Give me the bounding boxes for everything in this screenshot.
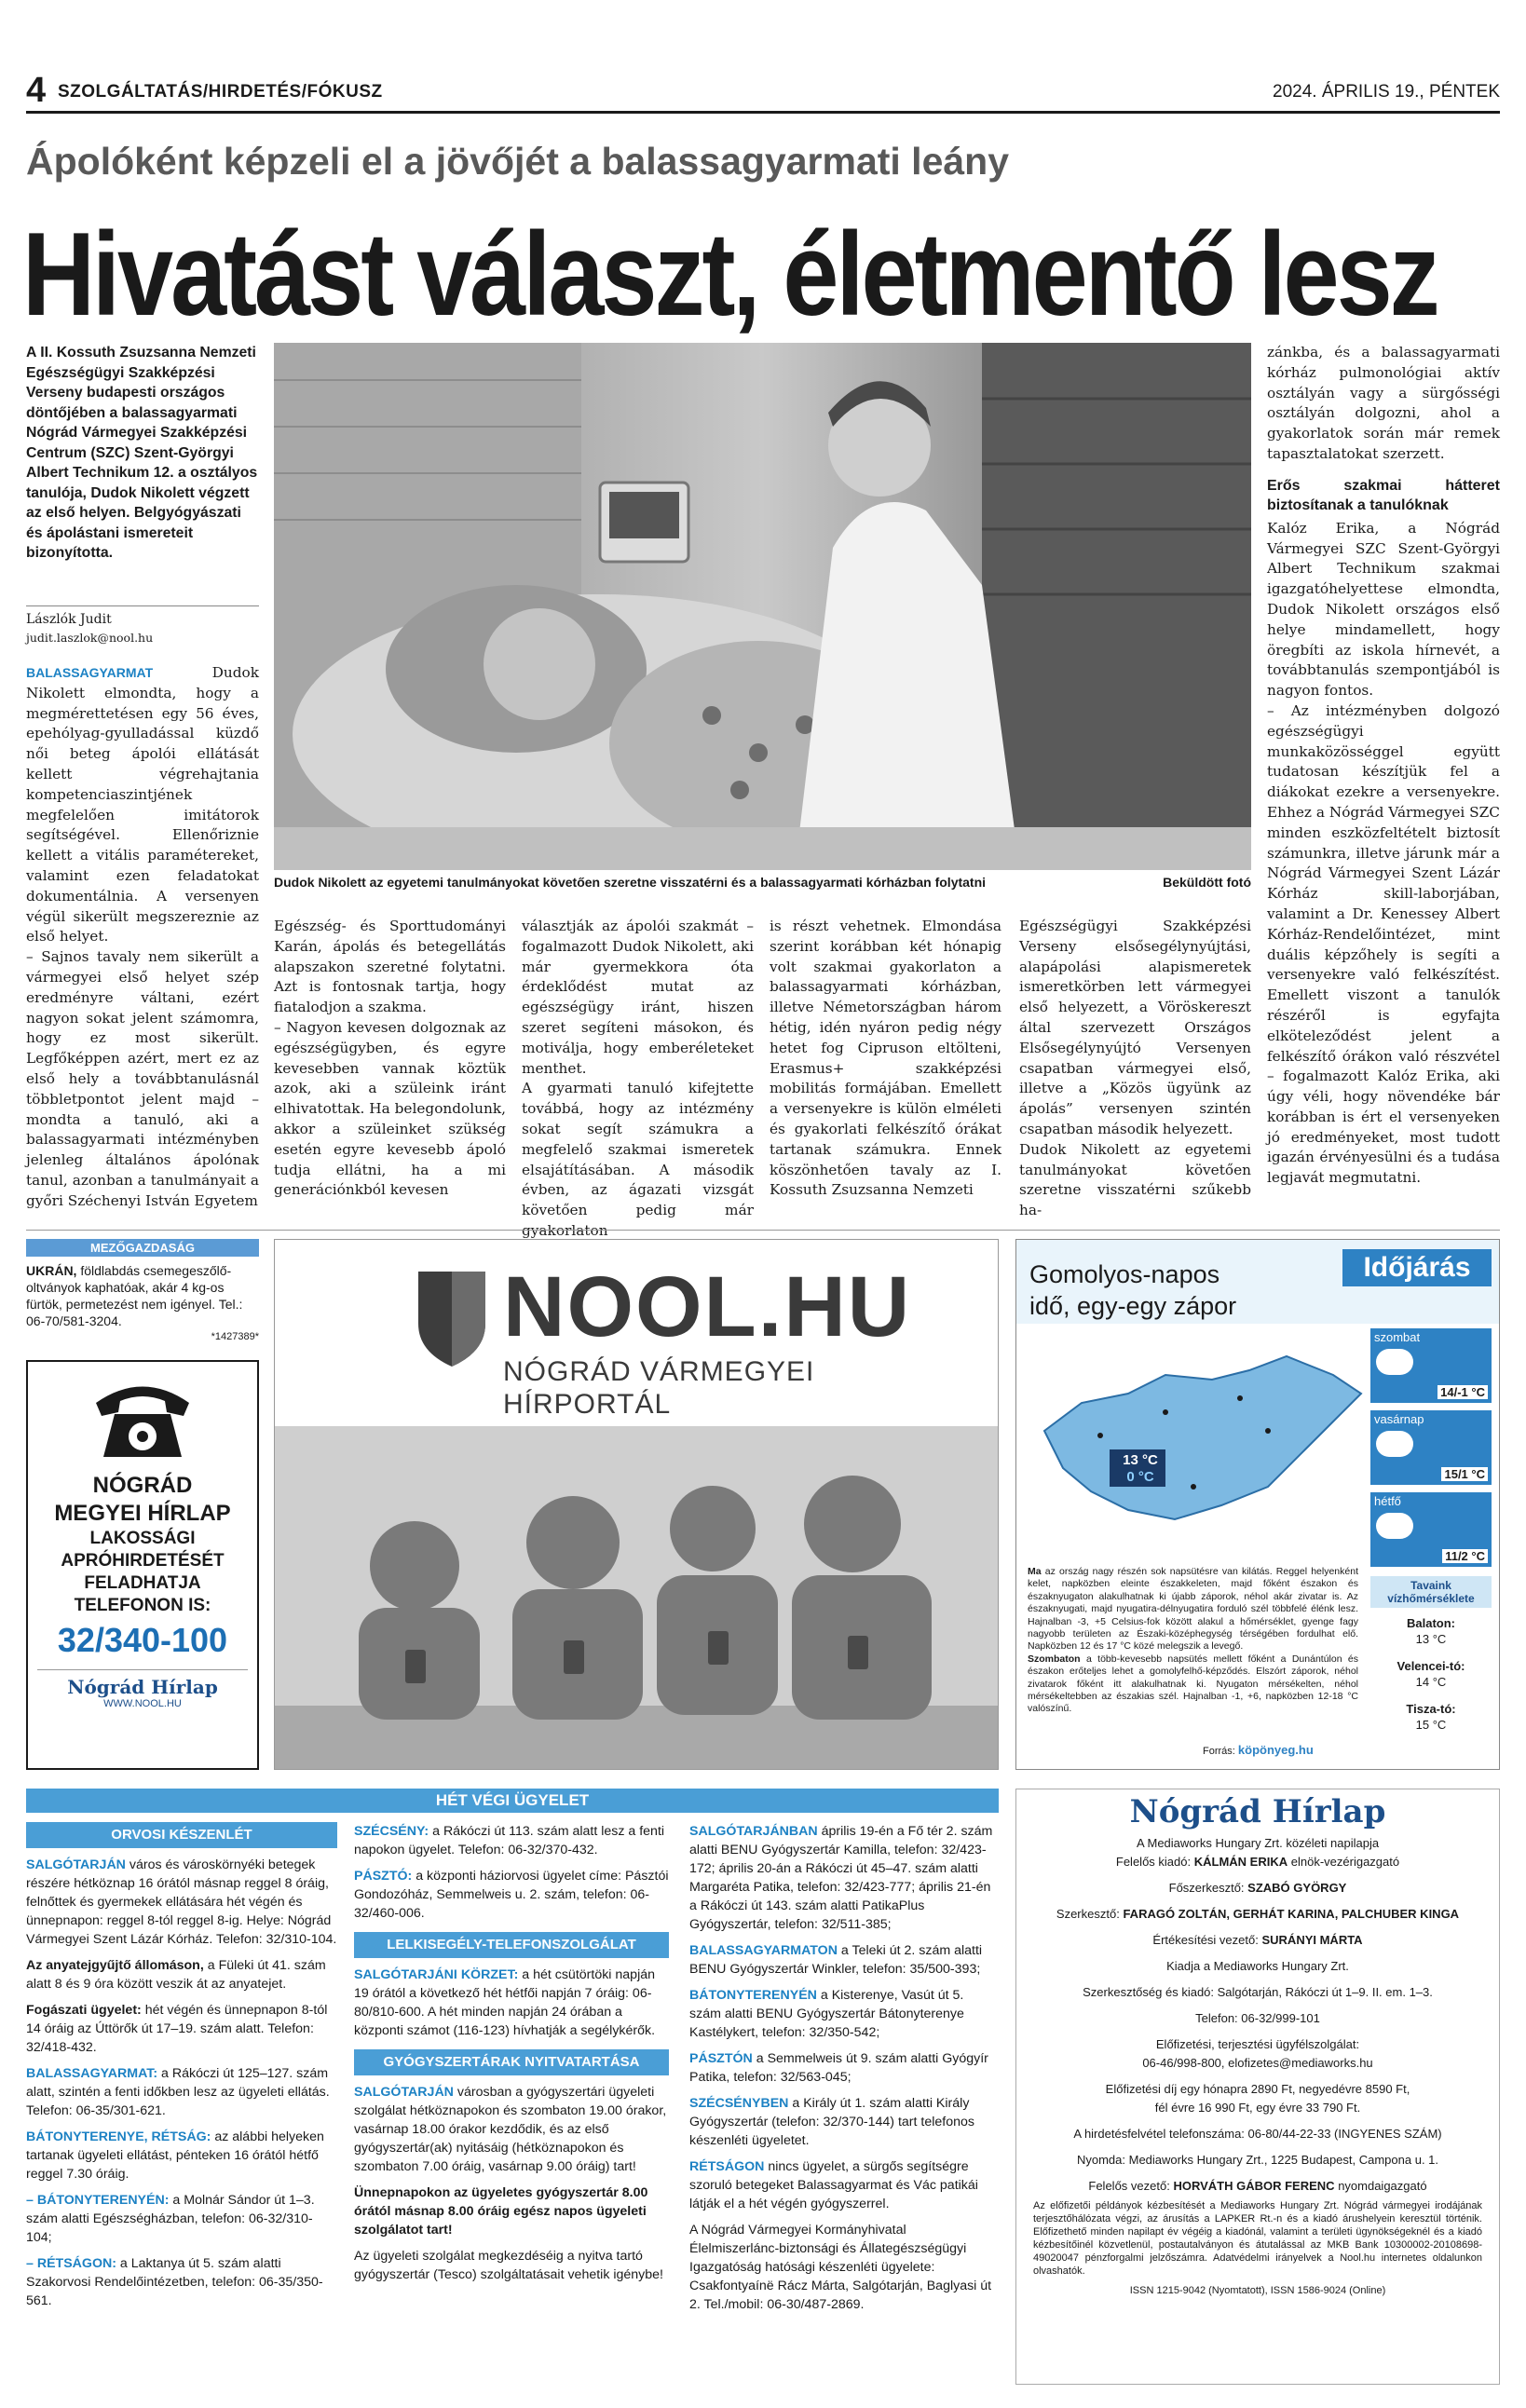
duty-text: április 19-én a Fő tér 2. szám alatti BENU Gyógyszertár Kamilla, telefon: 32/423-172; április 20-án a Rákóczi út 45–47. szám alatti Margaréta Patika, telefon: 32/423-777; április 21-én a Rákóczi út 143. szám alatti PatikaPlus Gyógyszertár, telefon: 32/511-385;: [689, 1824, 993, 1932]
place-label: BÁTONYTERENYÉN: [689, 1988, 817, 2003]
article-photo: [274, 343, 1251, 870]
weather-text2-keyword: Szombaton: [1028, 1653, 1081, 1665]
duty-subtitle: Az anyatejgyűjtő állomáson,: [26, 1958, 204, 1973]
phone-ad-line3: LAKOSSÁGI: [89, 1529, 196, 1548]
col1-text: Dudok Nikolett elmondta, hogy a megmérettetésen egy 56 éves, epehólyag-gyulladással küzdő női beteg ápolói ellátását kellett végrehajtania kompetenciaszintjének megfelelően imitátorok segítségével. Ellenőriznie kellett a vitális paramétereket, valamint ezen feladatokat dokumentálnia. A versenyen végül sikerült megszereznie az első helyet.: [26, 664, 259, 946]
forecast-day: [1370, 1410, 1492, 1485]
article-headline: Hivatást választ, életmentő lesz: [22, 207, 1437, 341]
weather-source: [1203, 1743, 1314, 1757]
duty-text: a Füleki út 41. szám alatt 8 és 9 óra között veszik át az anyatejet.: [26, 1958, 326, 1992]
imprint-line: [1016, 1905, 1499, 1924]
duty-text: a Kisterenye, Vasút út 5. szám alatti BENU Gyógyszertár Bátonyterenye Kastélykert, telefon: 32/350-542;: [689, 1988, 964, 2040]
weather-text-body: az ország nagy részén sok napsütésre van kilátás. Reggel helyenként kelet, napközben eleinte északkeleten, majd főként északon és északnyugaton alakulhatnak ki újabb záporok, néhol akár zivatar is. Az északnyugati, majd nyugatira-délnyugatira forduló szél többfelé élénk lesz. Hajnalban -3, +5 Celsius-fok között alakul a hőmérséklet, gyenge fagy nagyobb területen az Északi-középhegység térségében fordulhat elő. Napközben 12 és 17 °C közé melegszik a levegő.: [1028, 1566, 1358, 1653]
duty-text: nincs ügyelet, a sürgős segítségre szoruló betegeket Balassagyarmat és Vác patikái látják el a hét végén gyógyszerrel.: [689, 2159, 978, 2211]
phone-ad-url[interactable]: WWW.NOOL.HU: [103, 1698, 182, 1709]
forecast-day: [1370, 1492, 1492, 1567]
classified-code: *1427389*: [211, 1331, 259, 1342]
imprint-line: fél évre 16 990 Ft, egy évre 33 790 Ft.: [1154, 2101, 1361, 2115]
article-column-1: [26, 663, 259, 1212]
place-label: SZÉCSÉNY:: [354, 1824, 429, 1839]
forecast-temp: 15/1 °C: [1441, 1467, 1488, 1481]
article-kicker: Ápolóként képzeli el a jövőjét a balassagyarmati leány: [26, 140, 1010, 183]
forecast-day-name: szombat: [1374, 1330, 1421, 1344]
classified-text: földlabdás csemegeszőlő-oltványok kaphatóak, akár 4 kg-os fürtök, permetezést nem igényel. Tel.: 06-70/581-3204.: [26, 1263, 243, 1328]
place-label: SALGÓTARJÁNBAN: [689, 1824, 818, 1839]
phone-ad-line2: MEGYEI HÍRLAP: [54, 1501, 231, 1526]
imprint-box: [1015, 1789, 1500, 2385]
col3-text: választják az ápolói szakmát – fogalmazott Dudok Nikolett, aki már gyermekkora óta érdeklődést mutat az egészségügy iránt, hiszen szeret segíteni másokon, és motiválja, hogy emberéleteket menthet.: [522, 918, 754, 1077]
duty-text: a hét csütörtöki napján 19 órától a következő hét hétfői napján 7 óráig: 06-80/810-600. A hét minden napján 24 órában a központi számot (116-123) hívhatják a segélykérők.: [354, 1967, 656, 2038]
imprint-line: [1016, 1931, 1499, 1950]
imprint-value: SZABÓ GYÖRGY: [1247, 1881, 1347, 1895]
col3-text-b: A gyarmati tanuló kifejtette továbbá, hogy az intézmény sokat segít számukra a megfelelő szakmai ismeretek elsajátításában. A második évben, az ágazati vizsgát követően pedig már gyakorlaton: [522, 1080, 754, 1239]
nool-line1: NÓGRÁD VÁRMEGYEI: [503, 1356, 815, 1387]
place-label: SALGÓTARJÁN: [354, 2085, 454, 2100]
forecast-day: [1370, 1328, 1492, 1403]
imprint-line: Előfizetési díj egy hónapra 2890 Ft, negyedévre 8590 Ft,: [1105, 2082, 1410, 2096]
duty-text: Ünnepnapokon az ügyeletes gyógyszertár 8.00 órától másnap 8.00 óráig egész napos ügyeleti szolgálatot tart!: [354, 2185, 648, 2238]
weather-text-keyword: Ma: [1028, 1566, 1042, 1577]
imprint-line: [1016, 1879, 1499, 1898]
lake-name: Velencei-tó:: [1397, 1659, 1465, 1673]
col5-text-b: Dudok Nikolett az egyetemi tanulmányokat követően szeretne visszatérni szűkebb ha-: [1019, 1140, 1251, 1219]
cloud-rain-icon: [1376, 1513, 1413, 1539]
imprint-small-print: Az előfizetői példányok kézbesítését a Mediaworks Hungary Zrt. Nógrád vármegyei irodájának terjesztőhálózata végzi, az árusítás a LAPKER Rt.-n és a kiadó árushelyein keresztül történik. Előfizethető minden napilapt év végéig a kiadónál, valamint a területi ügynökségeknél és a kiadó kézbesítőinél közvetlenül, postautalványon és átutalással az MKB Bank 10300002-20108698-49020047 pénzforgalmi jelzőszámra. Adatvédelmi irányelvek a Nool.hu internetes oldalunkon olvashatók.: [1033, 2200, 1482, 2277]
lake-name: Tisza-tó:: [1406, 1702, 1456, 1716]
imprint-label: Felelős kiadó:: [1115, 1855, 1192, 1869]
lakes-list: [1370, 1615, 1492, 1733]
col2-text: Egészség- és Sporttudományi Karán, ápolás és betegellátás alapszakon szeretné folytatni. Azt is fontosnak tartja, hogy fiatalodjon a szakma.: [274, 918, 506, 1016]
imprint-value: SURÁNYI MÁRTA: [1261, 1933, 1363, 1947]
page-number: 4: [26, 71, 47, 110]
lake-temp: 13 °C: [1415, 1632, 1447, 1646]
duty-text: a Rákóczi út 113. szám alatt lesz a fenti napokon ügyelet. Telefon: 06-32/370-432.: [354, 1824, 665, 1857]
ad-separator: [26, 1230, 1500, 1231]
place-label: BÁTONYTERENYE, RÉTSÁG:: [26, 2129, 211, 2144]
article-column-2: [274, 917, 506, 1201]
col4-text: is részt vehetnek. Elmondása szerint korábban két hónapig volt szakmai gyakorlaton a balassagyarmati kórházban, illetve Németországban három hétig, idén nyáron pedig négy hetet fog Cipruson eltölteni, Erasmus+ szakképzési mobilitás formájában. Emellett a versenyekre is külön elméleti és gyakorlati felkészítő órákat tartanak számukra. Ennek köszönhetően tavaly az I. Kossuth Zsuzsanna Nemzeti: [770, 918, 1001, 1199]
place-label: SALGÓTARJÁNI KÖRZET:: [354, 1967, 519, 1982]
today-min: 0 °C: [1126, 1469, 1154, 1485]
place-label: SALGÓTARJÁN: [26, 1857, 126, 1872]
imprint-line: 06-46/998-800, elofizetes@mediaworks.hu: [1142, 2056, 1373, 2070]
forecast-day-name: vasárnap: [1374, 1412, 1424, 1426]
classified-category: MEZŐGAZDASÁG: [26, 1239, 259, 1257]
imprint-line: [1016, 2177, 1499, 2196]
section-label: SZOLGÁLTATÁS/HIRDETÉS/FÓKUSZ: [58, 82, 383, 102]
imprint-issn: ISSN 1215-9042 (Nyomtatott), ISSN 1586-9024 (Online): [1129, 2285, 1386, 2296]
forecast-temp: 11/2 °C: [1442, 1549, 1488, 1563]
imprint-line: Kiadja a Mediaworks Hungary Zrt.: [1166, 1959, 1349, 1973]
article-subhead: Erős szakmai hátteret biztosítanak a tanulóknak: [1267, 477, 1500, 513]
forecast-list: [1370, 1328, 1492, 1733]
cloud-rain-icon: [1376, 1349, 1413, 1375]
place-label: – RÉTSÁGON:: [26, 2256, 116, 2271]
colR-text: zánkba, és a balassagyarmati kórház pulmonológiai aktív osztályán vagy a sürgősségi osztályán dolgozni, ahol a gyakorlatok során már remek tapasztalatokat szerzett.: [1267, 344, 1500, 462]
nool-brand: NOOL.HU: [503, 1259, 912, 1354]
telephone-icon: [28, 1375, 257, 1464]
imprint-value: KÁLMÁN ERIKA: [1193, 1855, 1288, 1869]
author-name: Lászlók Judit: [26, 612, 112, 627]
col1-text-b: – Sajnos tavaly nem sikerült a vármegyei első helyet szép eredményre váltani, ezért nagyon sokat jelent számomra, hogy ez most sikerült. Legfőképpen azért, mert ez az első hely a továbbtanulásnál többletpontot jelent majd – mondta a tanuló, aki a balassagyarmati intézményben jelenleg általános ápolónak tanul, azonban a tanulmányait a győri Széchenyi István Egyetem: [26, 948, 259, 1209]
duty-text: a központi háziorvosi ügyelet címe: Pásztói Gondozóház, Semmelweis u. 2. szám, telefon: 06-32/460-006.: [354, 1869, 669, 1921]
article-column-right: [1267, 343, 1500, 1189]
place-label: PÁSZTÓ:: [354, 1869, 413, 1884]
imprint-value: FARAGÓ ZOLTÁN, GERHÁT KARINA, PALCHUBER KINGA: [1123, 1907, 1460, 1921]
imprint-label: elnök-vezérigazgató: [1290, 1855, 1400, 1869]
author-email[interactable]: judit.laszlok@nool.hu: [26, 631, 154, 645]
cloud-rain-icon: [1376, 1431, 1413, 1457]
duty-column-2: [354, 1822, 669, 2292]
medical-duty-title: ORVOSI KÉSZENLÉT: [26, 1822, 337, 1848]
nool-line2: HÍRPORTÁL: [503, 1389, 672, 1420]
duty-text: A Nógrád Vármegyei Kormányhivatal Élelmiszerlánc-biztonsági és Állategészségügyi Igazgatóság hatósági készenléti ügyelete: Csakfontyaínë Rácz Márta, Salgótarján, Baglyasi út 2. Tel./mobil: 06-30/487-2869.: [689, 2223, 992, 2312]
helpline-title: LELKISEGÉLY-TELEFONSZOLGÁLAT: [354, 1932, 669, 1958]
duty-text: város és városkörnyéki betegek részére hétköznap 16 órától másnap reggel 8 óráig, felnőttek és gyermekek ellátására hét végén és ünnepnapon: reggel 8-tól reggel 8-ig. Helye: Nógrád Vármegyei Szent Lázár Kórház. Telefon: 32/310-104.: [26, 1857, 337, 1947]
weekend-duty-bar: HÉT VÉGI ÜGYELET: [26, 1789, 999, 1813]
page-header: [26, 73, 1500, 114]
phone-ad-line4: APRÓHIRDETÉSÉT: [61, 1551, 225, 1571]
phone-ad-brand: Nógrád Hírlap: [67, 1676, 218, 1698]
imprint-label: Felelős vezető:: [1088, 2179, 1170, 2193]
weather-headline-1: Gomolyos-napos: [1029, 1260, 1220, 1288]
imprint-line: [1016, 1853, 1499, 1871]
article-column-5: [1019, 917, 1251, 1221]
place-label: BALASSAGYARMAT:: [26, 2066, 158, 2081]
photo-caption: [274, 873, 1251, 891]
imprint-logo: Nógrád Hírlap: [1129, 1793, 1386, 1830]
weather-map: [1026, 1347, 1370, 1533]
duty-text: a Laktanya út 5. szám alatti Szakorvosi Rendelőintézetben, telefon: 06-35/350-561.: [26, 2256, 323, 2308]
duty-subtitle: Fogászati ügyelet:: [26, 2003, 142, 2018]
lakes-title: Tavaink vízhőmérséklete: [1370, 1576, 1492, 1608]
lake-name: Balaton:: [1407, 1616, 1455, 1630]
phone-ad-line6: TELEFONON IS:: [74, 1596, 211, 1615]
lake-temp: 14 °C: [1415, 1675, 1447, 1689]
phone-ad-line5: FELADHATJA: [84, 1573, 201, 1593]
imprint-line: Előfizetési, terjesztési ügyfélszolgálat:: [1155, 2037, 1360, 2051]
duty-column-3: [689, 1822, 999, 2321]
phone-ad-number[interactable]: 32/340-100: [57, 1621, 228, 1659]
col2-text-b: – Nagyon kevesen dolgoznak az egészségügyben, és egyre kevesebben vannak köztük azok, aki a szüleink iránt elhivatottak. Ha belegondolunk, akkor a szüleinket szükség esetén egyre kevesebb ápoló tudja ellátni, ha a mi generációnkból kevesen: [274, 1018, 506, 1199]
pharmacy-hours-title: GYÓGYSZERTÁRAK NYITVATARTÁSA: [354, 2049, 669, 2075]
duty-text: Az ügyeleti szolgálat megkezdéséig a nyitva tartó gyógyszertár (Tesco) szolgáltatásait vehetik igénybe!: [354, 2249, 663, 2282]
imprint-label: Értékesítési vezető:: [1152, 1933, 1259, 1947]
colR-text-2: Kalóz Erika, a Nógrád Vármegyei SZC Szent-Györgyi Albert Technikum szakmai igazgatóhelyettese elmondta, Dudok Nikolett országos első helye mindamellett, hogy öregbíti az iskola hírnevét, a továbbtanulás szempontjából is nagyon fontos.: [1267, 519, 1500, 700]
dateline-place: BALASSAGYARMAT: [26, 665, 154, 680]
duty-text: a Király út 1. szám alatti Király Gyógyszertár (telefon: 32/370-144) tart telefonos készenléti ügyeletet.: [689, 2096, 974, 2148]
place-label: PÁSZTÓN: [689, 2051, 753, 2066]
duty-text: a Molnár Sándor út 1–3. szám alatti Egészségházban, telefon: 06-32/310-104;: [26, 2193, 315, 2245]
issue-date: 2024. ÁPRILIS 19., PÉNTEK: [1273, 82, 1500, 102]
photo-hospital-scene: [274, 343, 1251, 870]
duty-text: a Rákóczi út 125–127. szám alatt, szintén a fenti időkben lesz az ügyeleti ellátás. Telefon: 06-35/301-621.: [26, 2066, 330, 2118]
photo-credit: Beküldött fotó: [1163, 875, 1251, 890]
today-max: 13 °C: [1123, 1452, 1158, 1468]
phone-ad: [26, 1360, 259, 1770]
imprint-line: A hirdetésfelvétel telefonszáma: 06-80/44-22-33 (INGYENES SZÁM): [1073, 2127, 1442, 2141]
weather-headline-2: idő, egy-egy zápor: [1029, 1292, 1237, 1320]
imprint-label: Főszerkesztő:: [1168, 1881, 1245, 1895]
duty-text: városban a gyógyszertári ügyeleti szolgálat hétköznapokon és szombaton 19.00 órakor, vasárnap 18.00 órakor kezdődik, és az első gyógyszertár(ak) nyitásáig (hétköznapokon és szombaton 7.00 óráig, vasárnap 9.00 óráig) tart!: [354, 2085, 667, 2174]
today-temperature: [1114, 1452, 1166, 1486]
classified-keyword: UKRÁN,: [26, 1263, 77, 1278]
weather-box: [1015, 1239, 1500, 1770]
colR-text-3: – Az intézményben dolgozó egészségügyi munkaközösséggel együtt tudatosan készítjük fel a diákokat ezekre a versenyekre. Ehhez a Nógrád Vármegyei SZC minden eszközfeltételt biztosít számunkra, illetve járunk már a Nógrád Vármegyei Szent Lázár Kórház skill-laborjában, valamint a Dr. Kenessey Albert Kórház-Rendelőintézet, mint duális képzőhely is segíti a versenyekre való felkészítést. Emellett viszont a tanulók részéről is egyfajta elköteleződést jelent a felkészítő órákon való részvétel – fogalmazott Kalóz Erika, aki úgy véli, hogy növendéke bár korábban is ért el versenyeken jó eredményeket, most tudott igazán érvényesülni és a tudása legjavát megmutatni.: [1267, 701, 1500, 1187]
phone-ad-line1: NÓGRÁD: [92, 1473, 193, 1498]
forecast-temp: 14/-1 °C: [1437, 1385, 1488, 1399]
imprint-label: nyomdaigazgató: [1338, 2179, 1427, 2193]
shield-logo-icon: [415, 1268, 489, 1370]
lake-temp: 15 °C: [1415, 1718, 1447, 1732]
nool-ad[interactable]: [274, 1239, 999, 1770]
forecast-day-name: hétfő: [1374, 1494, 1401, 1508]
place-label: BALASSAGYARMATON: [689, 1943, 838, 1958]
place-label: RÉTSÁGON: [689, 2159, 765, 2174]
imprint-line: A Mediaworks Hungary Zrt. közéleti napilapja: [1136, 1836, 1380, 1850]
article-lead: A II. Kossuth Zsuzsanna Nemzeti Egészségügyi Szakképzési Verseny budapesti országos döntőjében a balassagyarmati Nógrád Vármegyei Szakképzési Centrum (SZC) Szent-Györgyi Albert Technikum 12. a osztályos tanulója, Dudok Nikolett végzett az első helyen. Belgyógyászati és ápolástani ismereteit bizonyította.: [26, 345, 258, 561]
article-column-3: [522, 917, 754, 1242]
weather-source-label: Forrás:: [1203, 1746, 1235, 1757]
imprint-line: Nyomda: Mediaworks Hungary Zrt., 1225 Budapest, Campona u. 1.: [1076, 2153, 1439, 2167]
article-column-4: [770, 917, 1001, 1201]
place-label: SZÉCSÉNYBEN: [689, 2096, 789, 2111]
imprint-line: Telefon: 06-32/999-101: [1195, 2011, 1320, 2025]
imprint-value: HORVÁTH GÁBOR FERENC: [1173, 2179, 1335, 2193]
weather-title: Időjárás: [1342, 1249, 1492, 1286]
nool-photo-people: [275, 1426, 999, 1770]
col5-text: Egészségügyi Szakképzési Verseny elsősegélynyújtási, alapápolási alapismeretek ismeretkörben lett vármegyei első helyezett, a Vöröskereszt által szervezett Országos Elsősegélynyújtó Versenyen csapatban vármegyei első, illetve a „Közös ügyünk az ápolás” versenyen szintén csapatban második helyezett.: [1019, 918, 1251, 1137]
duty-column-1: [26, 1822, 337, 2318]
duty-text: a Teleki út 2. szám alatti BENU Gyógyszertár Winkler, telefon: 35/500-393;: [689, 1943, 983, 1977]
weather-text2-body: a több-kevesebb napsütés mellett főként a Dunántúlon és északon erőteljes lehet a gomolyfelhő-képződés. Elszórt záporok, néhol zivatarok főként itt alakulhatnak ki. Nyugaton mérsékelten, néhol mérsékeltebben az északias szél. Hajnalban -1, +6, napközben 12-18 °C valószínű.: [1028, 1653, 1358, 1715]
classified-ad: [26, 1262, 259, 1329]
place-label: – BÁTONYTERENYÉN:: [26, 2193, 170, 2208]
classified-block: [26, 1239, 259, 1342]
author-block: [26, 605, 259, 647]
caption-text: Dudok Nikolett az egyetemi tanulmányokat követően szeretne visszatérni és a balassagyarmati kórházban folytatni: [274, 875, 987, 890]
weather-text: [1028, 1566, 1358, 1716]
duty-text: hét végén és ünnepnapon 8-tól 14 óráig az Úttörők út 17–19. szám alatt. Telefon: 32/418-432.: [26, 2003, 328, 2055]
imprint-label: Szerkesztő:: [1056, 1907, 1120, 1921]
imprint-line: Szerkesztőség és kiadó: Salgótarján, Rákóczi út 1–9. II. em. 1–3.: [1083, 1985, 1433, 1999]
duty-text: az alábbi helyeken tartanak ügyeleti ellátást, pénteken 16 órától hétfő reggel 7.30 óráig.: [26, 2129, 324, 2182]
duty-text: a Semmelweis út 9. szám alatti Gyógyír Patika, telefon: 32/563-045;: [689, 2051, 988, 2085]
weather-source-link[interactable]: köpönyeg.hu: [1237, 1743, 1314, 1757]
